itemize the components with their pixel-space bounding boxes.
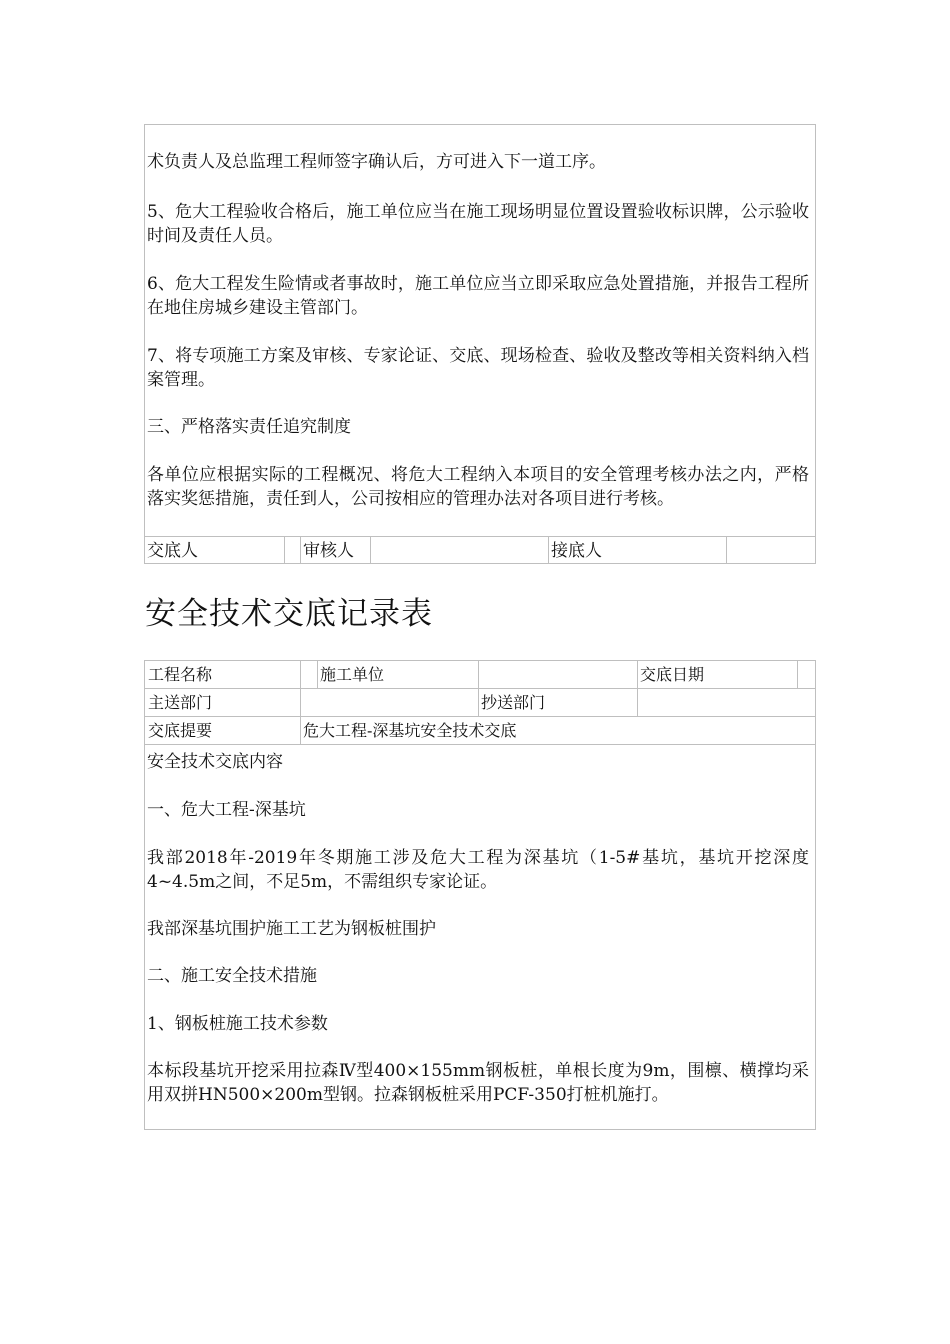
construction-unit-label: 施工单位 <box>320 665 385 684</box>
presenter-label: 交底人 <box>147 541 198 561</box>
receiver-value[interactable] <box>726 537 814 564</box>
project-name-label: 工程名称 <box>148 665 213 684</box>
paragraph-item-6: 6、危大工程发生险情或者事故时，施工单位应当立即采取应急处置措施，并报告工程所在地住房城乡建设主管部门。 <box>147 274 809 318</box>
construction-unit-value[interactable] <box>478 661 637 688</box>
receiver-label: 接底人 <box>551 541 602 561</box>
header-row-project <box>145 661 815 689</box>
paragraph-deep-pit-overview: 我部2018年-2019年冬期施工涉及危大工程为深基坑（1-5#基坑，基坑开挖深度4~4.5m之间，不足5m，不需组织专家论证。 <box>147 848 809 892</box>
content-heading: 安全技术交底内容 <box>147 752 283 772</box>
header-row-departments <box>145 689 815 717</box>
paragraph-responsibility: 各单位应根据实际的工程概况、将危大工程纳入本项目的安全管理考核办法之内，严格落实奖惩措施，责任到人，公司按相应的管理办法对各项目进行考核。 <box>147 465 809 509</box>
main-dept-label: 主送部门 <box>148 693 213 712</box>
main-dept-value[interactable] <box>300 689 478 716</box>
cc-dept-label: 抄送部门 <box>481 693 546 712</box>
paragraph-retaining-method: 我部深基坑围护施工工艺为钢板桩围护 <box>147 919 436 939</box>
summary-value: 危大工程-深基坑安全技术交底 <box>303 721 517 740</box>
summary-label: 交底提要 <box>148 721 213 740</box>
cc-dept-value[interactable] <box>637 689 815 716</box>
project-name-value[interactable] <box>300 661 317 688</box>
reviewer-label: 审核人 <box>303 541 354 561</box>
paragraph-item-7: 7、将专项施工方案及审核、专家论证、交底、现场检查、验收及整改等相关资料纳入档案管理。 <box>147 346 809 390</box>
header-row-summary <box>145 717 815 745</box>
date-label: 交底日期 <box>640 665 705 684</box>
reviewer-value[interactable] <box>370 537 548 564</box>
subsection-heading-1: 1、钢板桩施工技术参数 <box>147 1014 328 1034</box>
paragraph-item-5: 5、危大工程验收合格后，施工单位应当在施工现场明显位置设置验收标识牌，公示验收时间及责任人员。 <box>147 202 809 246</box>
paragraph-continuation: 术负责人及总监理工程师签字确认后，方可进入下一道工序。 <box>147 152 606 172</box>
date-value[interactable] <box>797 661 815 688</box>
section-heading-2: 二、施工安全技术措施 <box>147 966 317 986</box>
signature-row <box>144 536 816 564</box>
paragraph-sheet-pile-params: 本标段基坑开挖采用拉森Ⅳ型400×155mm钢板桩，单根长度为9m，围檩、横撑均采用双拼HN500×200m型钢。拉森钢板桩采用PCF-350打桩机施打。 <box>147 1061 809 1105</box>
section-heading-1: 一、危大工程-深基坑 <box>147 800 306 820</box>
record-title: 安全技术交底记录表 <box>145 596 433 632</box>
presenter-value[interactable] <box>284 537 300 564</box>
section-heading-3: 三、严格落实责任追究制度 <box>147 417 351 437</box>
